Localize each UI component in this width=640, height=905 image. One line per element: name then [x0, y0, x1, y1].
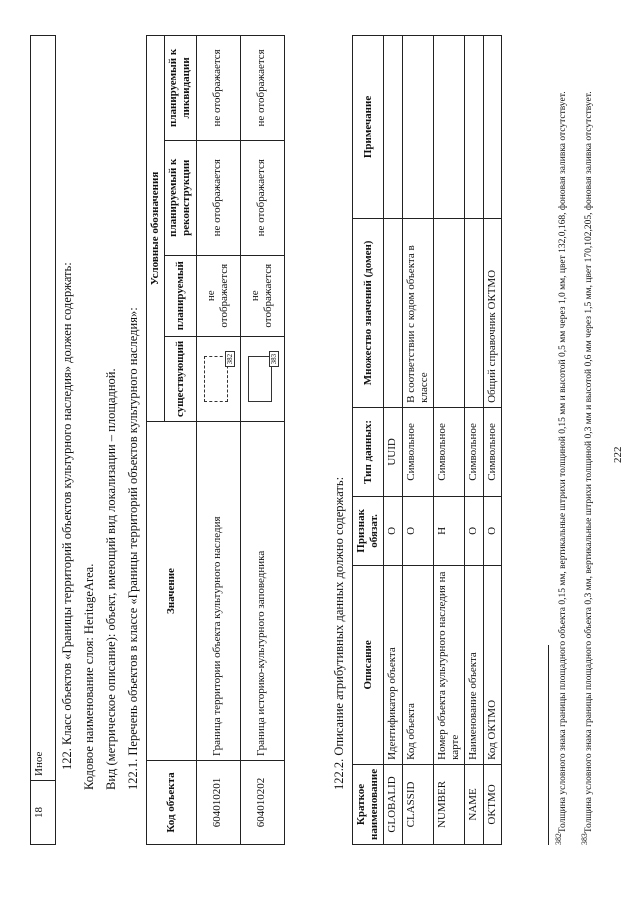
row-planned: не отображается — [196, 255, 240, 336]
attr-desc: Код объекта — [402, 565, 433, 764]
col-value: Значение — [147, 422, 197, 761]
footnote-mark: 383 — [269, 351, 279, 368]
attr-note — [384, 36, 402, 219]
col-code: Код объекта — [147, 761, 197, 845]
row-reconstruction: не отображается — [240, 140, 284, 255]
table-row — [465, 36, 483, 845]
footnote-rule — [548, 645, 549, 845]
attr-type: UUID — [384, 407, 402, 496]
col-mandatory: Признак обязат. — [353, 496, 384, 565]
page-number: 222 — [612, 446, 624, 463]
footnote-text: Толщина условного знака границы площадного объекта 0,15 мм, вертикальные штрихи толщиной 0,15 мм и высотой 0,5 мм через 1,0 мм, цвет 132,0,168, фоновая заливка отсутствует. — [558, 91, 569, 834]
col-planned: планируемый — [165, 255, 196, 336]
col-reconstruction: планируемый к реконструкции — [165, 140, 196, 255]
attr-short: GLOBALID — [384, 764, 402, 844]
attr-domain — [465, 218, 483, 407]
footnote-mark: 383 — [580, 833, 589, 845]
attr-mandatory: Н — [433, 496, 464, 565]
attributes-title: 122.2. Описание атрибутивных данных должно содержать: — [332, 476, 346, 790]
table-row — [384, 36, 402, 845]
attr-note — [465, 36, 483, 219]
attr-domain: В соответствии с кодом объекта в классе — [402, 218, 433, 407]
top-table-label: Иное — [31, 36, 56, 781]
footnote-mark: 382 — [554, 833, 563, 845]
attr-desc: Идентификатор объекта — [384, 565, 402, 764]
col-short: Краткое наименование — [353, 764, 384, 844]
row-code: 604010202 — [240, 761, 284, 845]
col-note: Примечание — [353, 36, 384, 219]
attr-domain — [384, 218, 402, 407]
symbol-cell — [196, 336, 240, 421]
footnote-383 — [580, 55, 596, 845]
row-value: Граница территории объекта культурного наследия — [196, 422, 240, 761]
col-domain: Множество значений (домен) — [353, 218, 384, 407]
attributes-table — [352, 35, 502, 845]
col-legend: Условные обозначения — [147, 36, 165, 422]
footnote-mark: 382 — [225, 351, 235, 368]
attr-type: Символьное — [483, 407, 501, 496]
symbol-cell — [240, 336, 284, 421]
attr-domain: Общий справочник ОКТМО — [483, 218, 501, 407]
attr-type: Символьное — [402, 407, 433, 496]
row-liquidation: не отображается — [240, 36, 284, 141]
attr-desc: Наименование объекта — [465, 565, 483, 764]
boundary-symbol-icon — [248, 353, 278, 402]
objects-table — [146, 35, 285, 845]
attr-desc: Код ОКТМО — [483, 565, 501, 764]
row-liquidation: не отображается — [196, 36, 240, 141]
attr-note — [402, 36, 433, 219]
col-existing: существующий — [165, 336, 196, 421]
top-table — [30, 35, 56, 845]
boundary-symbol-icon — [204, 353, 234, 402]
attr-note — [483, 36, 501, 219]
attr-short: NUMBER — [433, 764, 464, 844]
row-planned: не отображается — [240, 255, 284, 336]
col-liquidation: планируемый к ликвидации — [165, 36, 196, 141]
footnote-text: Толщина условного знака границы площадного объекта 0,3 мм, вертикальные штрихи толщиной 0,3 мм и высотой 0,6 мм через 1,5 мм, цвет 170,102,205, фоновая заливка отсутствует. — [584, 91, 595, 834]
table-row — [196, 36, 240, 845]
attr-domain — [433, 218, 464, 407]
table-row — [433, 36, 464, 845]
attr-mandatory: О — [483, 496, 501, 565]
attr-short: OKTMO — [483, 764, 501, 844]
layer-code: Кодовое наименование слоя: HeritageArea. — [82, 563, 96, 790]
attr-type: Символьное — [433, 407, 464, 496]
table-row — [483, 36, 501, 845]
attr-type: Символьное — [465, 407, 483, 496]
table-row — [240, 36, 284, 845]
attr-mandatory: О — [465, 496, 483, 565]
footnote-382 — [554, 55, 570, 845]
row-code: 604010201 — [196, 761, 240, 845]
row-value: Граница историко-культурного заповедника — [240, 422, 284, 761]
attr-short: NAME — [465, 764, 483, 844]
attr-short: CLASSID — [402, 764, 433, 844]
metric-description: Вид (метрическое описание): объект, имеющий вид локализации – площадной. — [104, 368, 118, 790]
attr-mandatory: О — [384, 496, 402, 565]
top-table-num: 18 — [31, 781, 56, 845]
col-type: Тип данных: — [353, 407, 384, 496]
attr-desc: Номер объекта культурного наследия на карте — [433, 565, 464, 764]
attr-note — [433, 36, 464, 219]
row-reconstruction: не отображается — [196, 140, 240, 255]
list-title: 122.1. Перечень объектов в классе «Границы территорий объектов культурного наследия»: — [126, 307, 140, 790]
attr-mandatory: О — [402, 496, 433, 565]
table-row — [402, 36, 433, 845]
col-desc: Описание — [353, 565, 384, 764]
section-title: 122. Класс объектов «Границы территорий объектов культурного наследия» должен содержать: — [60, 262, 74, 770]
